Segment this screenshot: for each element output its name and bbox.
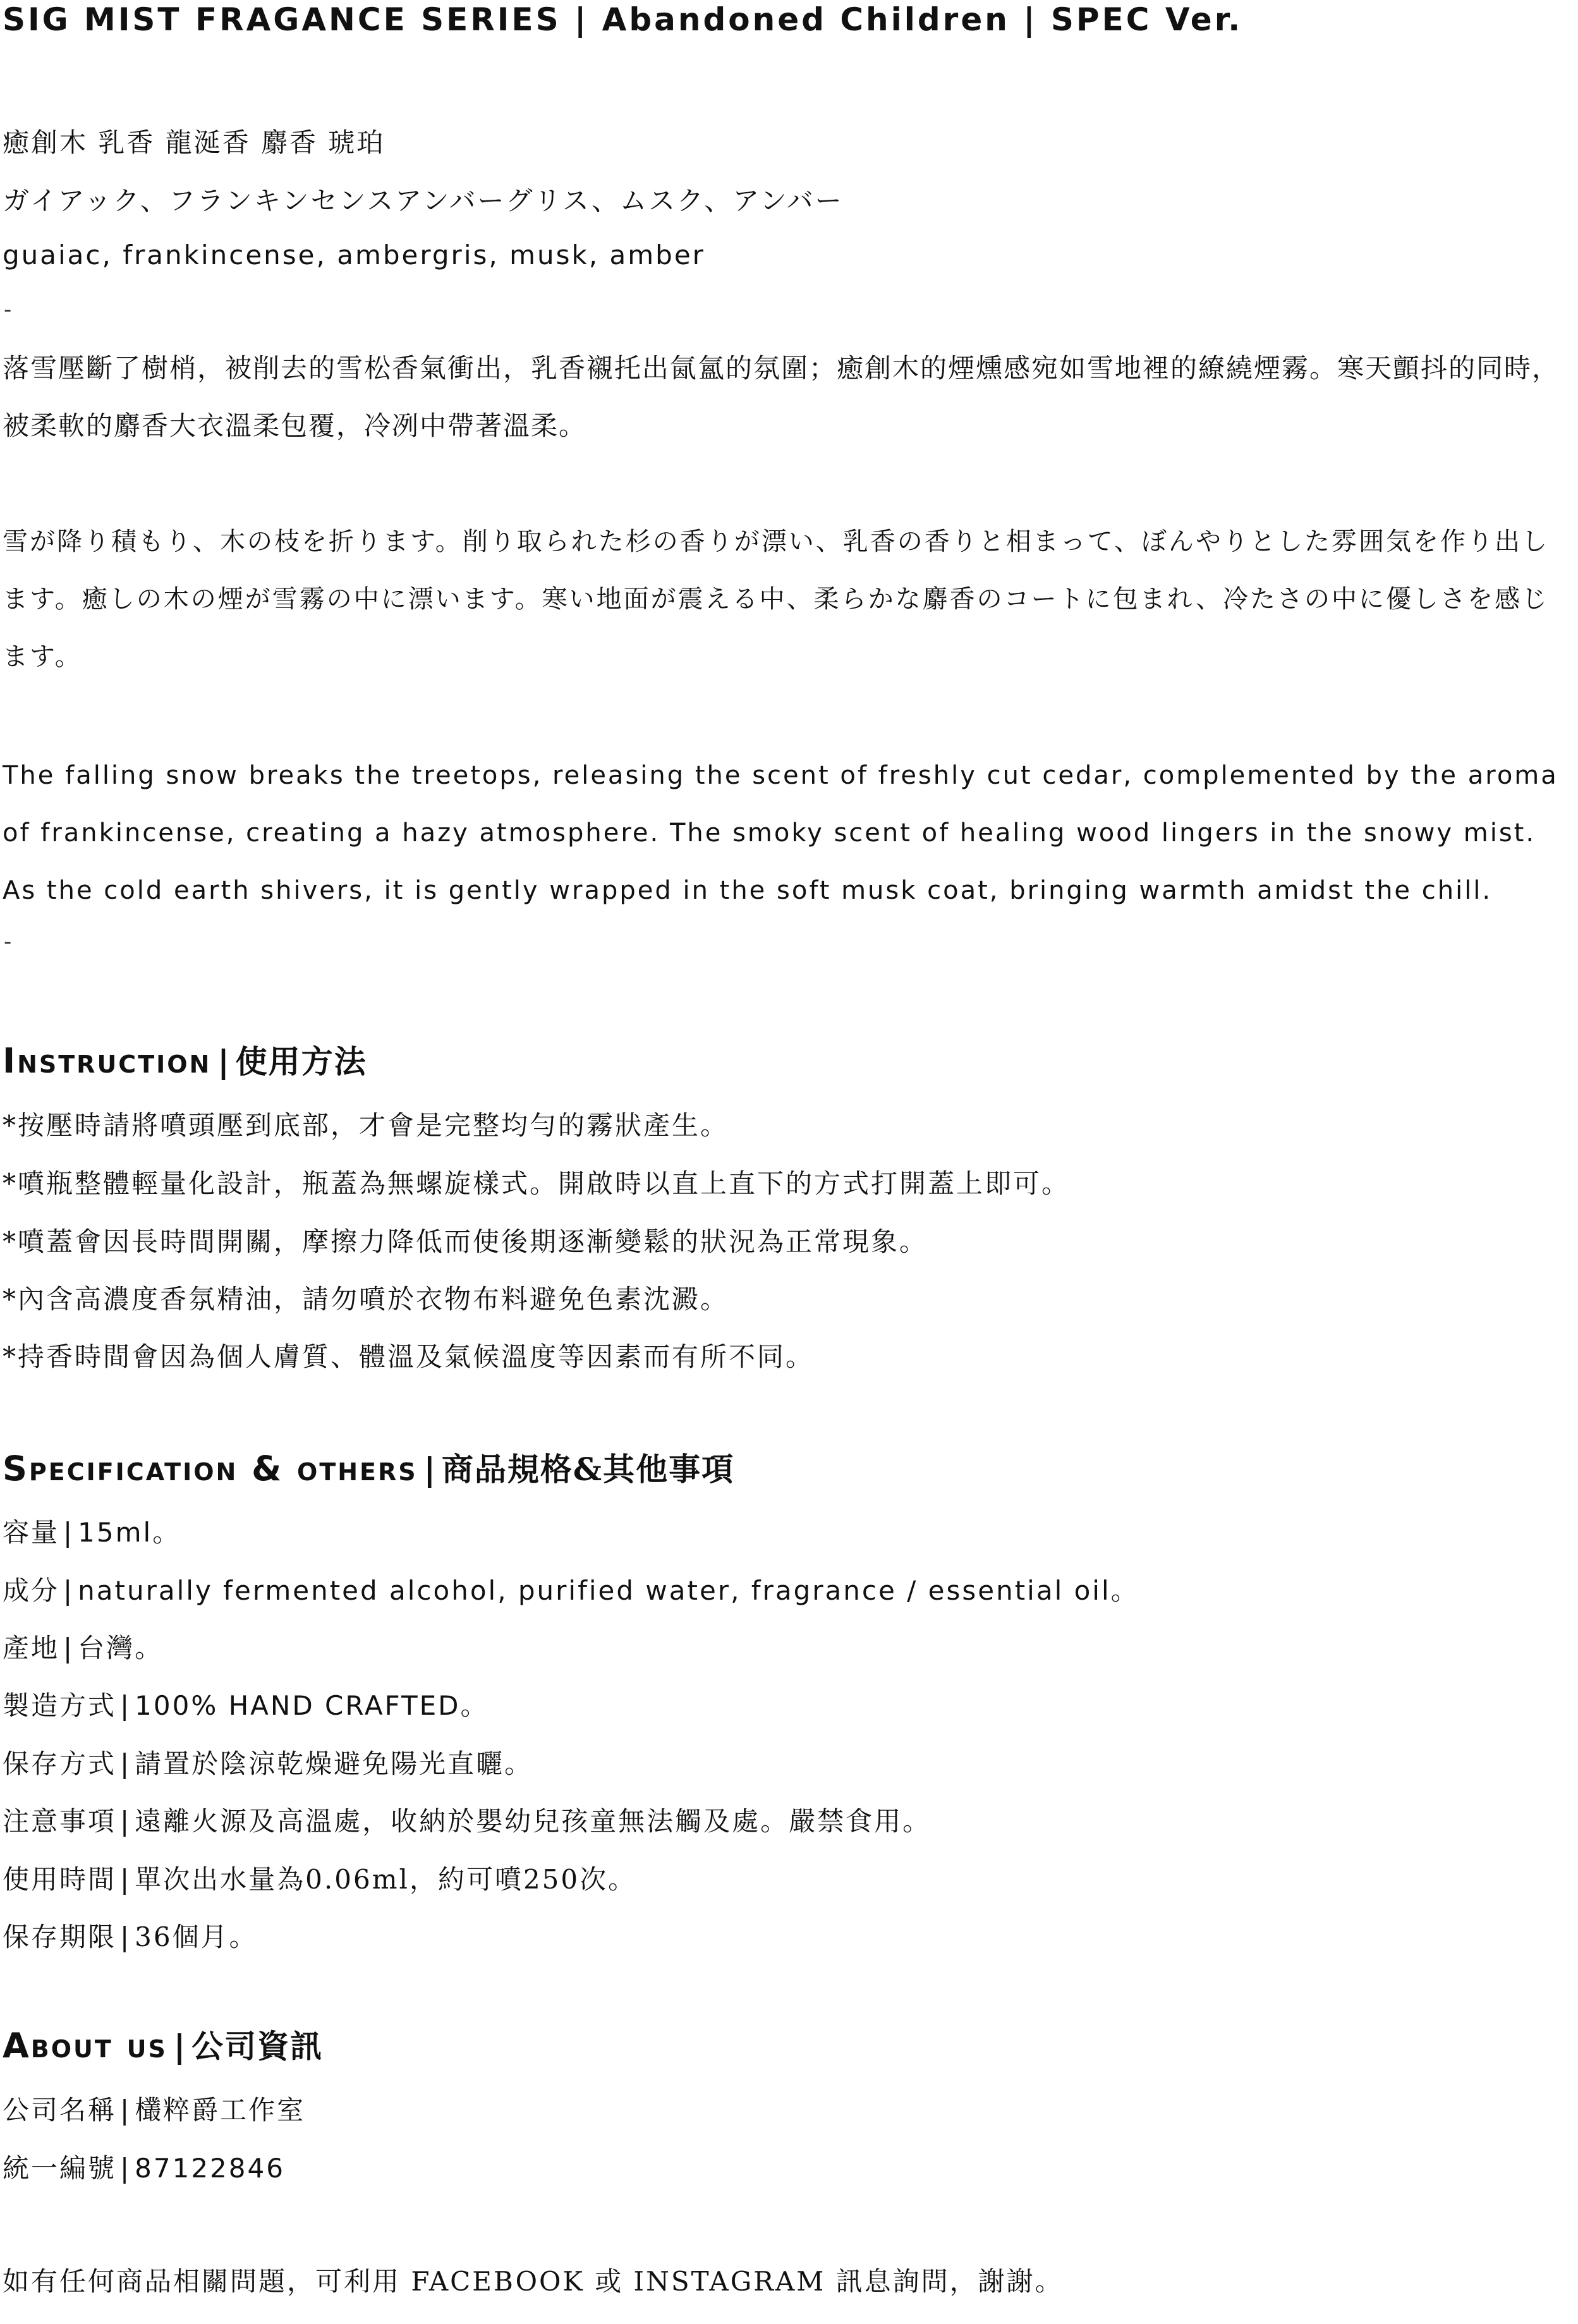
spec-item-capacity: [3, 1512, 181, 1550]
spec-value: 單次出水量為0.06ml，約可噴250次。: [135, 1864, 637, 1895]
spec-value: 遠離火源及高溫處，收納於嬰幼兒孩童無法觸及處。嚴禁食用。: [135, 1806, 932, 1837]
spec-item-storage: [3, 1743, 533, 1781]
instruction-item: *持香時間會因為個人膚質、體溫及氣候溫度等因素而有所不同。: [3, 1341, 815, 1372]
instruction-item: *內含高濃度香氛精油，請勿噴於衣物布料避免色素沈澱。: [3, 1284, 729, 1315]
about-item-tax-id: [3, 2148, 285, 2186]
spec-value: 100% HAND CRAFTED。: [135, 1690, 489, 1721]
heading-divider: |: [423, 1451, 435, 1488]
about-item-company-name: [3, 2090, 305, 2127]
notes-chinese: 癒創木 乳香 龍涎香 麝香 琥珀: [3, 127, 385, 158]
spec-divider: |: [63, 1517, 75, 1548]
instruction-heading-zh: 使用方法: [235, 1043, 367, 1080]
spec-divider: |: [120, 1864, 131, 1895]
spec-label: 保存期限: [3, 1921, 117, 1952]
separator-dash: -: [4, 929, 12, 954]
spec-label: 成分: [3, 1575, 60, 1606]
spec-value: 36個月。: [135, 1921, 258, 1952]
spec-item-precautions: [3, 1801, 931, 1839]
instruction-item: *噴瓶整體輕量化設計，瓶蓋為無螺旋樣式。開啟時以直上直下的方式打開蓋上即可。: [3, 1168, 1071, 1199]
about-heading: [3, 2021, 323, 2067]
about-divider: |: [120, 2153, 131, 2184]
spec-item-usage: [3, 1859, 636, 1897]
description-chinese: 落雪壓斷了樹梢，被削去的雪松香氣衝出，乳香襯托出氤氳的氛圍；癒創木的煙燻感宛如雪地裡的繚繞煙霧。寒天顫抖的同時，被柔軟的麝香大衣溫柔包覆，冷冽中帶著溫柔。: [3, 353, 1560, 441]
instruction-item: *噴蓋會因長時間開關，摩擦力降低而使後期逐漸變鬆的狀況為正常現象。: [3, 1226, 928, 1257]
description-japanese: 雪が降り積もり、木の枝を折ります。削り取られた杉の香りが漂い、乳香の香りと相まって、ぼんやりとした雰囲気を作り出します。癒しの木の煙が雪霧の中に漂います。寒い地面が震える中、柔らかな麝香のコートに包まれ、冷たさの中に優しさを感じます。: [3, 527, 1549, 671]
spec-value: naturally fermented alcohol, purified water, fragrance / essential oil。: [78, 1575, 1139, 1606]
spec-divider: |: [120, 1806, 131, 1837]
spec-label: 使用時間: [3, 1864, 117, 1895]
notes-japanese: ガイアック、フランキンセンスアンバーグリス、ムスク、アンバー: [3, 185, 844, 216]
spec-value: 15ml。: [78, 1517, 181, 1548]
heading-divider: |: [217, 1043, 229, 1080]
about-heading-zh: 公司資訊: [191, 2028, 324, 2065]
about-value: 欉粹爵工作室: [135, 2095, 306, 2126]
specification-heading-zh: 商品規格&其他事項: [441, 1451, 735, 1488]
spec-divider: |: [63, 1633, 75, 1664]
about-label: 統一編號: [3, 2153, 117, 2184]
instruction-item: *按壓時請將噴頭壓到底部，才會是完整均勻的霧狀產生。: [3, 1110, 729, 1141]
instruction-heading-en: Instruction: [3, 1041, 212, 1081]
about-heading-en: About us: [3, 2026, 167, 2065]
spec-label: 製造方式: [3, 1690, 117, 1721]
spec-divider: |: [120, 1690, 131, 1721]
spec-item-shelf-life: [3, 1916, 258, 1954]
spec-divider: |: [120, 1921, 131, 1952]
spec-divider: |: [63, 1575, 75, 1606]
about-divider: |: [120, 2095, 131, 2126]
spec-item-manufacturing: [3, 1685, 489, 1723]
footer-note: 如有任何商品相關問題，可利用 FACEBOOK 或 INSTAGRAM 訊息詢問，謝謝。: [3, 2266, 1064, 2297]
page-title: SIG MIST FRAGANCE SERIES | Abandoned Children | SPEC Ver.: [3, 1, 1243, 38]
about-value: 87122846: [135, 2153, 285, 2184]
spec-item-ingredients: [3, 1570, 1139, 1608]
spec-value: 請置於陰涼乾燥避免陽光直曬。: [135, 1748, 533, 1779]
specification-heading: [3, 1444, 734, 1490]
spec-divider: |: [120, 1748, 131, 1779]
spec-value: 台灣。: [78, 1633, 164, 1664]
description-english: The falling snow breaks the treetops, releasing the scent of freshly cut cedar, complemented by the aroma of frankincense, creating a hazy atmosphere. The smoky scent of healing wood lingers in the snowy mist. As the cold earth shivers, it is gently wrapped in the soft musk coat, bringing warmth amidst the chill.: [3, 761, 1558, 905]
spec-label: 保存方式: [3, 1748, 117, 1779]
notes-english: guaiac, frankincense, ambergris, musk, amber: [3, 240, 705, 271]
spec-label: 容量: [3, 1517, 60, 1548]
spec-label: 注意事項: [3, 1806, 117, 1837]
separator-dash: -: [4, 297, 12, 322]
heading-divider: |: [173, 2028, 186, 2065]
spec-label: 產地: [3, 1633, 60, 1664]
instruction-heading: [3, 1037, 367, 1082]
about-label: 公司名稱: [3, 2095, 117, 2126]
specification-heading-en: Specification & others: [3, 1449, 418, 1488]
spec-item-origin: [3, 1627, 163, 1665]
